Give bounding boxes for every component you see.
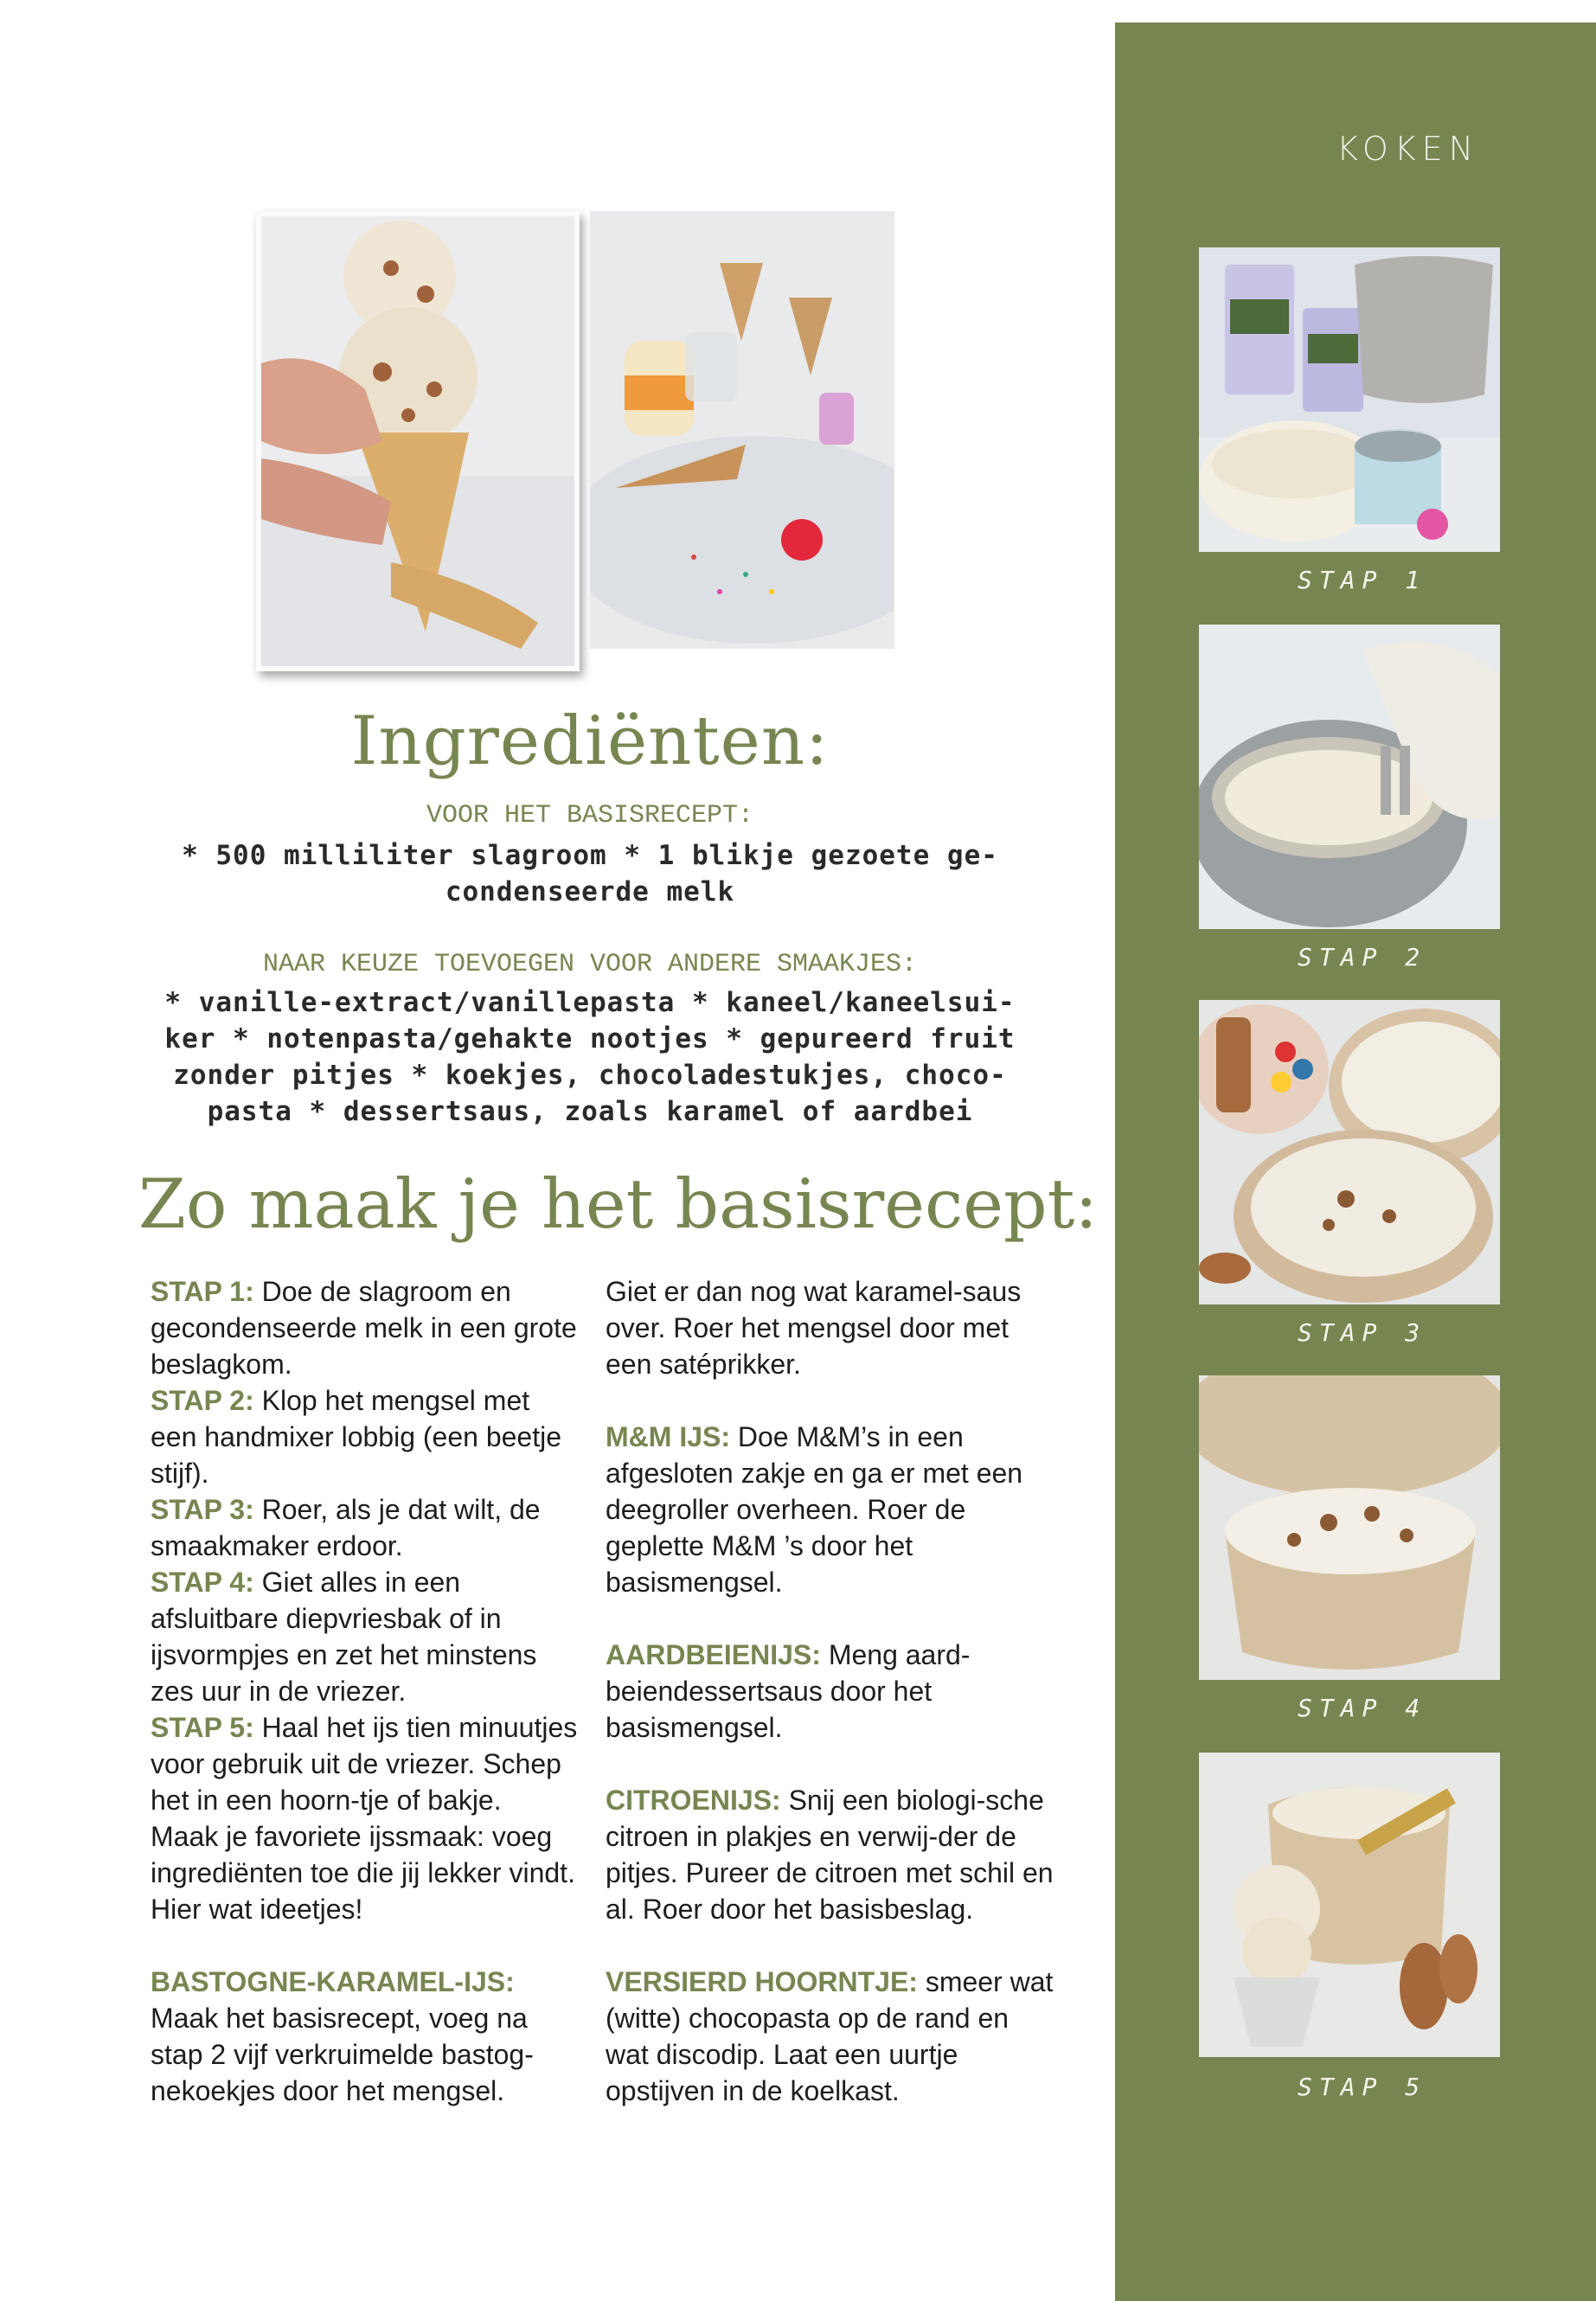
ingredient-line: * 500 milliliter slagroom * 1 blikje gezoete ge- [182,840,998,871]
step-5-photo [1199,1753,1500,2057]
basic-recipe-heading: VOOR HET BASISRECEPT: [426,801,754,830]
method-right-column [606,1273,1055,2109]
step-1-label: STAP 1 [1298,566,1427,594]
variation-bastogne: BASTOGNE-KARAMEL-IJS: Maak het basisrecept, voeg na stap 2 vijf verkruimelde bastog-nekoekjes door het mengsel. [151,1966,534,2106]
step-4-label: STAP 4 [1298,1694,1427,1722]
variation-strawberry: AARDBEIENIJS: Meng aard-beiendessertsaus door het basismengsel. [606,1639,971,1743]
ingredient-line: ker * notenpasta/gehakte nootjes * gepureerd fruit [164,1023,1016,1054]
ice-cream-cone-photo [256,211,580,671]
step-3-photo [1199,1000,1500,1304]
step-paragraph: STAP 2: Klop het mengsel met een handmixer lobbig (een beetje stijf). [151,1385,561,1489]
step-4-photo [1199,1375,1500,1680]
step-paragraph: STAP 3: Roer, als je dat wilt, de smaakmaker erdoor. [151,1494,541,1561]
optional-ingredients [130,984,1050,1130]
method-title: Zo maak je het basisrecept: [138,1164,1098,1244]
ingredient-line: * vanille-extract/vanillepasta * kaneel/kaneelsui- [164,987,1016,1018]
ingredients-title: Ingrediënten: [350,702,830,780]
variation-mm: M&M IJS: Doe M&M’s in een afgesloten zakje en ga er met een deegroller overheen. Roer de geplette M&M ’s door het basismengsel. [606,1421,1023,1598]
step-1-photo [1199,247,1500,552]
step-paragraph: STAP 4: Giet alles in een afsluitbare diepvriesbak of in ijsvormpjes en zet het minstens zes uur in de vriezer. [151,1567,537,1707]
step-paragraph: STAP 1: Doe de slagroom en gecondenseerde melk in een grote beslagkom. [151,1276,577,1380]
ingredient-line: condenseerde melk [445,876,735,907]
step-5-label: STAP 5 [1298,2073,1427,2101]
optional-heading: NAAR KEUZE TOEVOEGEN VOOR ANDERE SMAAKJES: [262,950,918,979]
ingredient-line: zonder pitjes * koekjes, chocoladestukjes, choco- [173,1060,1007,1091]
step-3-label: STAP 3 [1298,1318,1427,1347]
variation-cone: VERSIERD HOORNTJE: smeer wat (witte) chocopasta op de rand en wat discodip. Laat een uurtje opstijven in de koelkast. [606,1966,1054,2106]
step-2-label: STAP 2 [1298,943,1427,971]
ingredient-line: pasta * dessertsaus, zoals karamel of aardbei [207,1096,973,1127]
decorated-cones-photo [590,211,894,649]
step-paragraph: STAP 5: Haal het ijs tien minuutjes voor gebruik uit de vriezer. Schep het in een hoorn-tje of bakje. [151,1712,578,1816]
basic-ingredients [130,837,1050,910]
method-left-column [151,1273,583,2109]
variation-lemon: CITROENIJS: Snij een biologi-sche citroen in plakjes en verwij-der de pitjes. Pureer de citroen met schil en al. Roer door het basisbeslag. [606,1785,1054,1925]
step-2-photo [1199,625,1500,929]
tip-paragraph: Maak je favoriete ijssmaak: voeg ingrediënten toe die jij lekker vindt. Hier wat ideetjes! [151,1821,575,1925]
section-label: KOKEN [1336,130,1480,168]
continued-paragraph: Giet er dan nog wat karamel-saus over. Roer het mengsel door met een satéprikker. [606,1276,1022,1380]
